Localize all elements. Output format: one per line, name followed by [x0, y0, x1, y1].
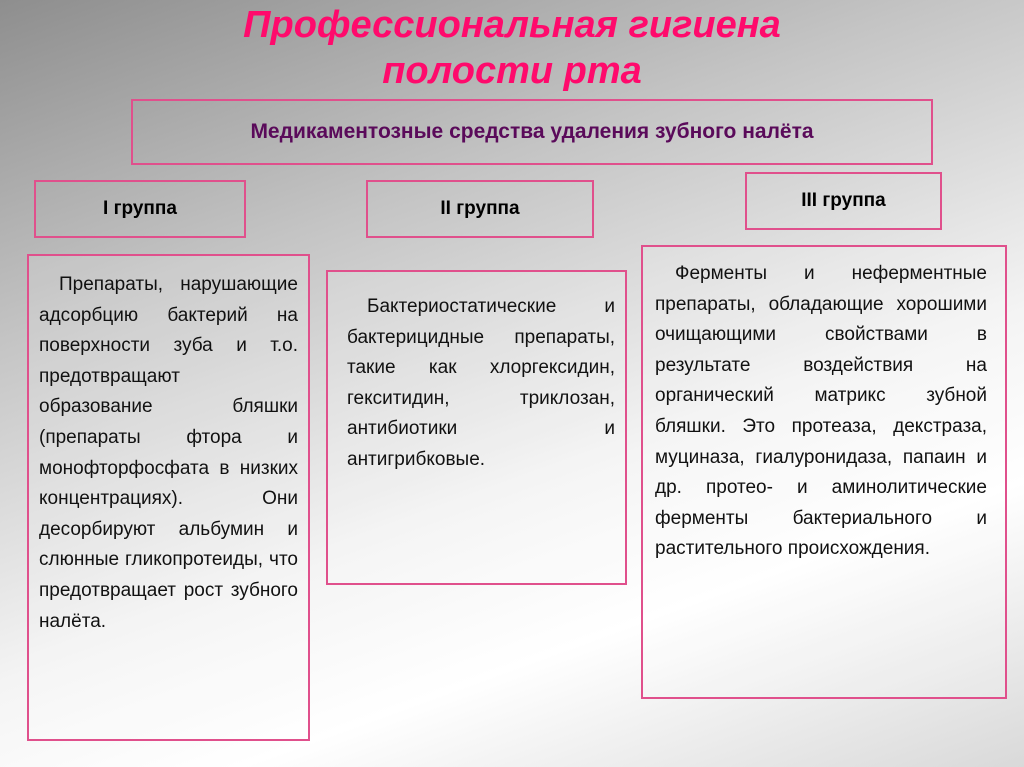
group-2-header [366, 180, 594, 238]
group-2-description: Бактериостатические и бактерицидные препараты, такие как хлоргексидин, гекситидин, триклозан, антибиотики и антигрибковые. [326, 270, 627, 585]
group-2-label: II группа [440, 198, 520, 219]
group-1-description: Препараты, нарушающие адсорбцию бактерий на поверхности зуба и т.о. предотвращают образование бляшки (препараты фтора и монофторфосфата в низких концентрациях). Они десорбируют альбумин и слюнные гликопротеиды, что предотвращает рост зубного налёта. [27, 254, 310, 741]
slide-title-line1: Профессиональная гигиена [243, 4, 781, 46]
group-1-label: I группа [103, 198, 177, 219]
group-1-header [34, 180, 246, 238]
group-3-header [745, 172, 942, 230]
subtitle-box [131, 99, 933, 165]
group-3-label: III группа [801, 190, 886, 211]
group-3-description: Ферменты и неферментные препараты, обладающие хорошими очищающими свойствами в результате воздействия на органический матрикс зубной бляшки. Это протеаза, декстраза, муциназа, гиалуронидаза, папаин и др. протео- и аминолитические ферменты бактериального и растительного происхождения. [641, 245, 1007, 699]
subtitle-text: Медикаментозные средства удаления зубного налёта [250, 120, 814, 143]
slide-title-line2: полости рта [382, 50, 642, 92]
